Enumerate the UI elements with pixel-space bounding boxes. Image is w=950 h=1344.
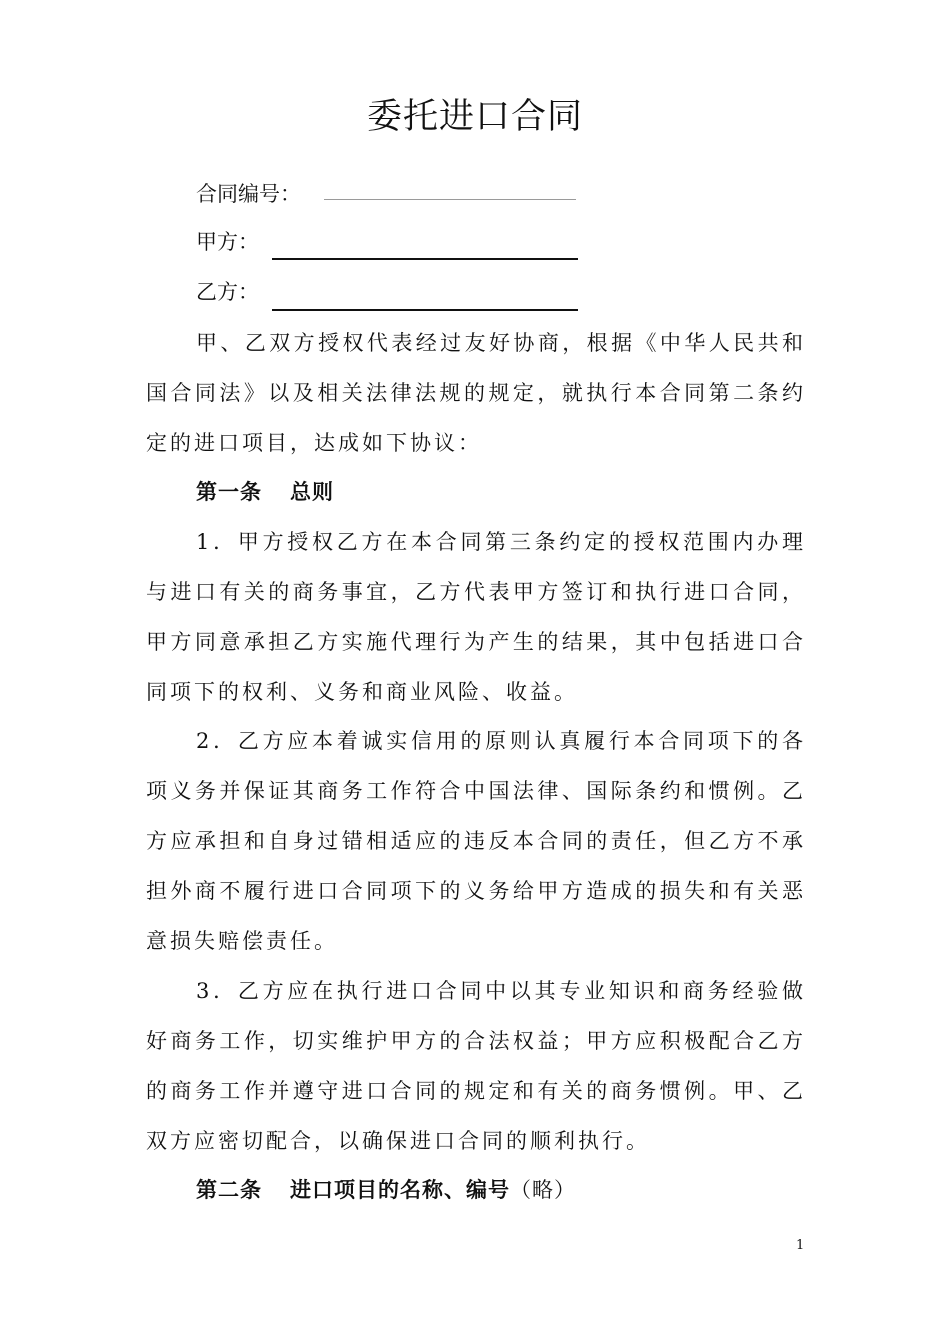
page-number: 1 — [796, 1238, 805, 1253]
party-b-field — [196, 272, 259, 312]
party-b-blank — [272, 309, 578, 311]
article-1-clause-1: 1．甲方授权乙方在本合同第三条约定的授权范围内办理与进口有关的商务事宜，乙方代表甲方签订和执行进口合同，甲方同意承担乙方实施代理行为产生的结果，其中包括进口合同项下的权利、义务和商业风险、收益。 — [146, 530, 806, 704]
party-a-blank — [272, 258, 578, 260]
article-1-clause-2: 2．乙方应本着诚实信用的原则认真履行本合同项下的各项义务并保证其商务工作符合中国法律、国际条约和惯例。乙方应承担和自身过错相适应的违反本合同的责任，但乙方不承担外商不履行进口合同项下的义务给甲方造成的损失和有关恶意损失赔偿责任。 — [146, 729, 806, 953]
article-2-heading — [196, 1170, 576, 1210]
article-2-number: 第二条 — [196, 1178, 262, 1202]
contract-number-blank — [324, 199, 576, 200]
document-title: 委托进口合同 — [366, 97, 583, 137]
article-1-heading — [196, 472, 334, 512]
party-b-label: 乙方： — [196, 280, 259, 304]
contract-number-label: 合同编号： — [196, 182, 301, 206]
article-2-title: 进口项目的名称、编号 — [290, 1178, 510, 1202]
party-a-label: 甲方： — [196, 230, 259, 254]
contract-number-field — [196, 174, 301, 214]
article-2-note: （略） — [510, 1178, 576, 1202]
party-a-field — [196, 222, 259, 262]
preamble-paragraph: 甲、乙双方授权代表经过友好协商，根据《中华人民共和国合同法》以及相关法律法规的规定，就执行本合同第二条约定的进口项目，达成如下协议： — [146, 331, 806, 455]
article-1-number: 第一条 — [196, 480, 262, 504]
article-1-clause-3: 3．乙方应在执行进口合同中以其专业知识和商务经验做好商务工作，切实维护甲方的合法权益；甲方应积极配合乙方的商务工作并遵守进口合同的规定和有关的商务惯例。甲、乙双方应密切配合，以确保进口合同的顺利执行。 — [146, 979, 806, 1153]
article-1-title: 总则 — [290, 480, 334, 504]
